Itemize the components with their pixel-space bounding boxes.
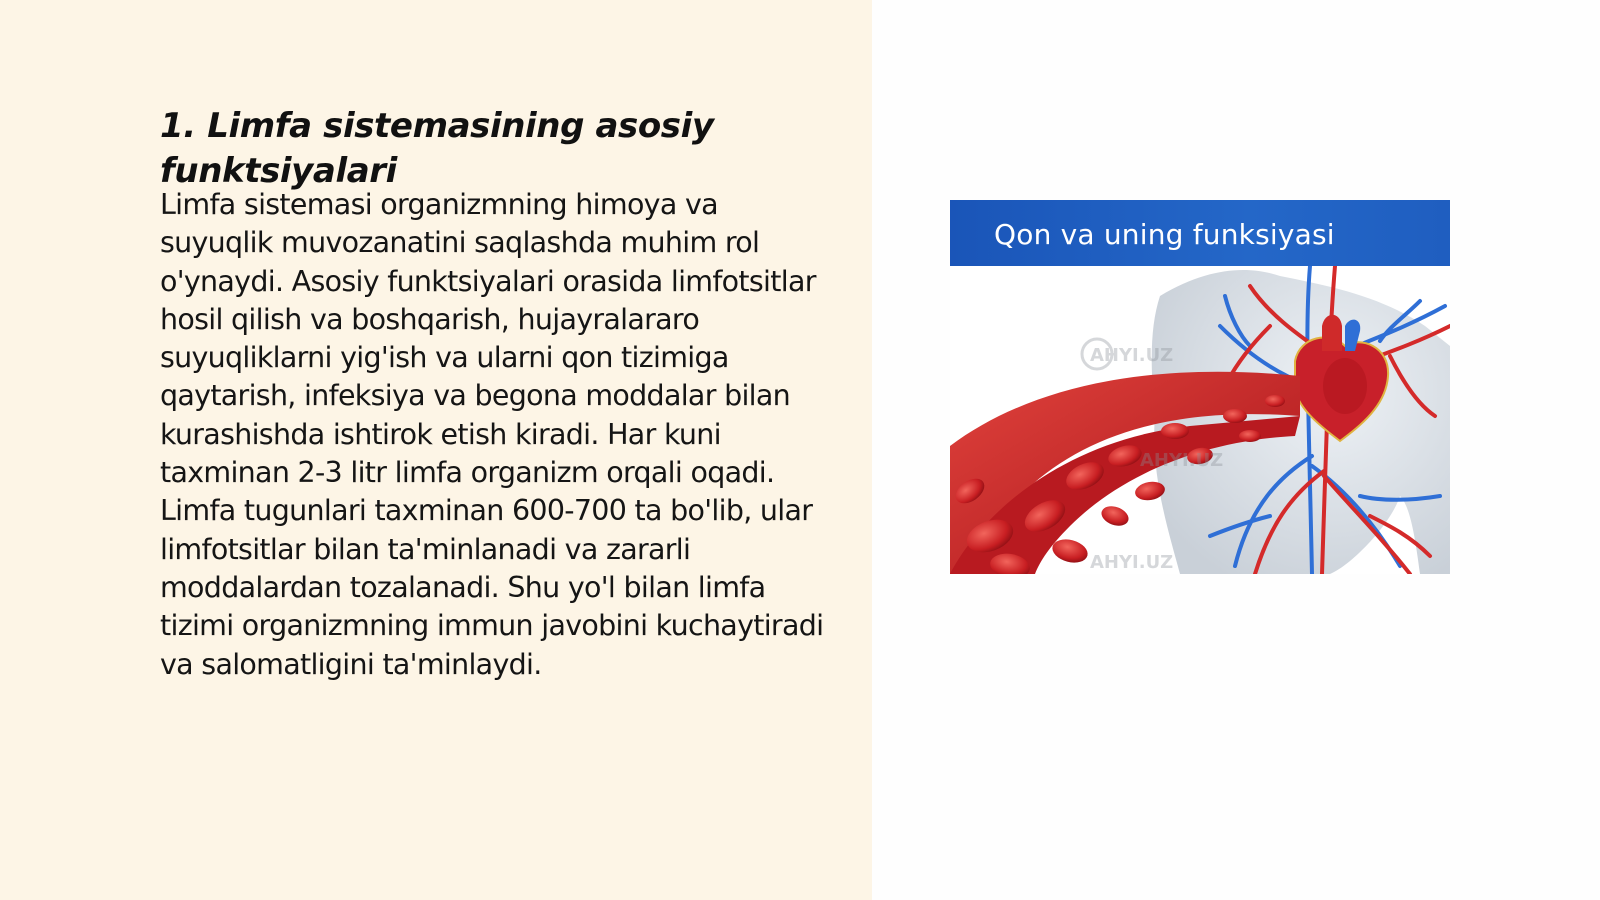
watermark-text-1: AHYI.UZ	[1090, 345, 1174, 366]
heart-and-vessels-image	[950, 266, 1450, 574]
slide-title: 1. Limfa sistemasining asosiy funktsiyalari	[160, 106, 714, 191]
watermark-text-2: AHYI.UZ	[1140, 450, 1224, 471]
illustration-caption: Qon va uning funksiyasi	[994, 218, 1335, 251]
slide-body-text: Limfa sistemasi organizmning himoya va suyuqlik muvozanatini saqlashda muhim rol o'ynaydi. Asosiy funktsiyalari orasida limfotsitlar hosil qilish va boshqarish, hujayralararo suyuqliklarni yig'ish va ularni qon tizimiga qaytarish, infeksiya va begona moddalar bilan kurashishda ishtirok etish kiradi. Har kuni taxminan 2-3 litr limfa organizm orqali oqadi. Limfa tugunlari taxminan 600-700 ta bo'lib, ular limfotsitlar bilan ta'minlanadi va zararli moddalardan tozalanadi. Shu yo'l bilan limfa tizimi organizmning immun javobini kuchaytiradi va salomatligini ta'minlaydi.	[160, 188, 824, 681]
watermark-text-3: AHYI.UZ	[1090, 552, 1174, 573]
illustration-header	[950, 200, 1450, 266]
circulatory-illustration	[950, 200, 1450, 574]
